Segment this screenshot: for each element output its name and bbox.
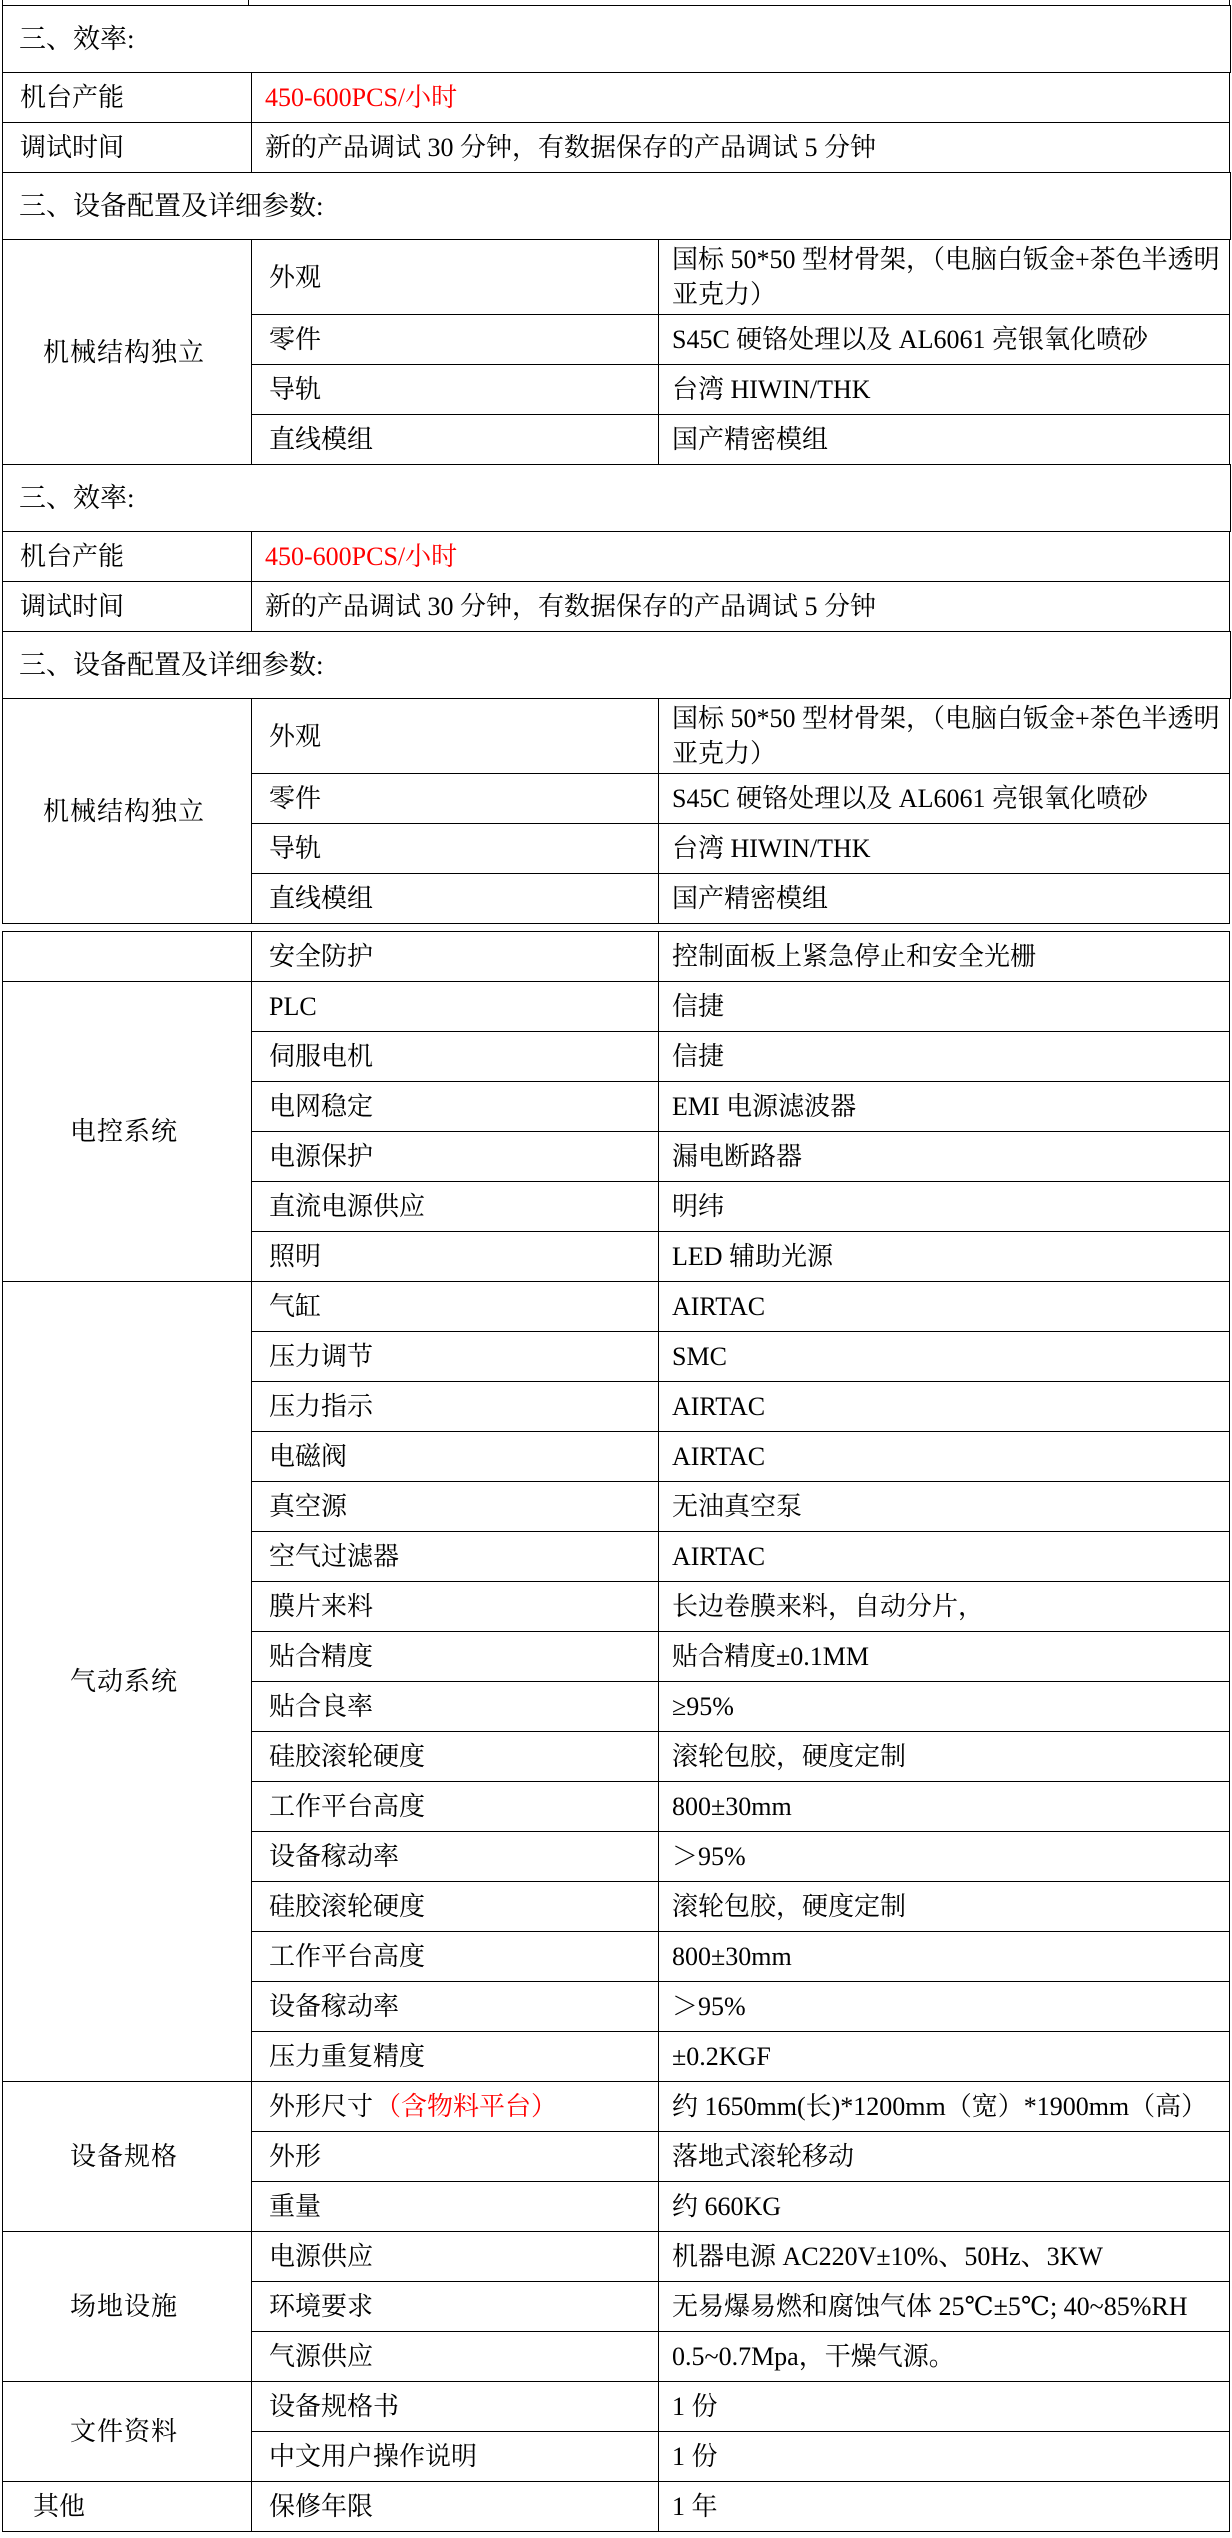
row-label-cell	[252, 932, 659, 982]
row-value-cell	[659, 1132, 1230, 1182]
spec-table-3col	[2, 2381, 1230, 2482]
row-value: 控制面板上紧急停止和安全光栅	[672, 942, 1037, 972]
row-value-cell	[252, 73, 1230, 123]
row-label-cell	[3, 582, 252, 632]
spec-table-3col	[2, 2481, 1230, 2532]
row-label: 设备规格书	[269, 2392, 400, 2422]
row-label-cell	[252, 1682, 659, 1732]
row-value-cell	[659, 1482, 1230, 1532]
row-label-cell	[252, 1232, 659, 1282]
group-label-cell	[3, 699, 252, 924]
row-value-cell	[659, 1282, 1230, 1332]
group-label: 设备规格	[69, 2142, 178, 2172]
section-heading-text: 三、效率:	[19, 23, 135, 54]
row-value-cell	[659, 2382, 1230, 2432]
row-value-cell	[659, 1932, 1230, 1982]
row-value: 长边卷膜来料，自动分片，	[672, 1592, 985, 1622]
group-label: 其他	[33, 2492, 86, 2522]
table-row	[3, 982, 1230, 1032]
group-label-cell	[3, 2482, 252, 2532]
row-value: 无易爆易燃和腐蚀气体 25℃±5℃; 40~85%RH	[672, 2292, 1188, 2322]
spec-table-3col	[2, 981, 1230, 1282]
row-label: 导轨	[269, 375, 322, 405]
section-heading-text: 三、设备配置及详细参数:	[19, 649, 324, 680]
row-value: 台湾 HIWIN/THK	[672, 375, 871, 405]
row-value-cell	[659, 699, 1230, 774]
row-value-cell	[659, 1182, 1230, 1232]
row-value-cell	[659, 1782, 1230, 1832]
row-value-cell	[659, 315, 1230, 365]
row-label: 工作平台高度	[269, 1792, 426, 1822]
row-value: SMC	[672, 1342, 727, 1372]
row-label: 重量	[269, 2192, 322, 2222]
row-value: 信捷	[672, 1042, 725, 1072]
row-label: 导轨	[269, 834, 322, 864]
row-label: 电网稳定	[269, 1092, 374, 1122]
row-label: 压力指示	[269, 1392, 374, 1422]
row-value: 新的产品调试 30 分钟，有数据保存的产品调试 5 分钟	[265, 592, 877, 622]
group-label: 电控系统	[69, 1117, 178, 1147]
row-label-cell	[252, 2482, 659, 2532]
row-value-cell	[659, 1982, 1230, 2032]
row-label-cell	[252, 699, 659, 774]
row-label-cell	[252, 2332, 659, 2382]
row-value-cell	[659, 1232, 1230, 1282]
row-value-cell	[659, 1082, 1230, 1132]
row-value: 台湾 HIWIN/THK	[672, 834, 871, 864]
row-label: 气缸	[269, 1292, 322, 1322]
row-label-cell	[252, 415, 659, 465]
row-label-cell	[252, 240, 659, 315]
row-label-cell	[252, 774, 659, 824]
row-value-cell	[659, 1732, 1230, 1782]
row-value: 1 份	[672, 2442, 718, 2472]
spec-table-3col	[2, 2081, 1230, 2232]
group-label-cell	[3, 932, 252, 982]
row-label-cell	[252, 1882, 659, 1932]
row-label: 贴合良率	[269, 1692, 374, 1722]
row-label-cell	[252, 1832, 659, 1882]
row-label-cell	[252, 1082, 659, 1132]
spec-table-3col	[2, 698, 1230, 924]
row-label: 保修年限	[269, 2492, 374, 2522]
row-label: 电源保护	[269, 1142, 374, 1172]
row-label-cell	[3, 123, 252, 173]
row-value: LED 辅助光源	[672, 1242, 834, 1272]
row-label: 外形尺寸	[269, 2092, 374, 2122]
table-row	[3, 123, 1230, 173]
section-heading	[2, 464, 1231, 532]
row-label: 贴合精度	[269, 1642, 374, 1672]
row-label-cell	[252, 1782, 659, 1832]
row-value-cell	[659, 1632, 1230, 1682]
row-label: 直线模组	[269, 884, 374, 914]
row-value-cell	[659, 2282, 1230, 2332]
row-value-cell	[659, 1682, 1230, 1732]
row-label-cell	[252, 1332, 659, 1382]
row-value-cell	[659, 2232, 1230, 2282]
table-row	[3, 2232, 1230, 2282]
table-row	[3, 699, 1230, 774]
row-label: 直流电源供应	[269, 1192, 426, 1222]
row-label-cell	[252, 1182, 659, 1232]
row-label-cell	[252, 2082, 659, 2132]
row-label-cell	[252, 1732, 659, 1782]
row-value: S45C 硬铬处理以及 AL6061 亮银氧化喷砂	[672, 784, 1148, 814]
row-value: 信捷	[672, 992, 725, 1022]
row-value: 约 1650mm(长)*1200mm（宽）*1900mm（高）	[672, 2092, 1208, 2122]
group-label-cell	[3, 240, 252, 465]
section-heading-text: 三、效率:	[19, 482, 135, 513]
spec-table-2col	[2, 72, 1230, 173]
row-label-cell	[252, 1982, 659, 2032]
top-partial-row	[2, 0, 1230, 6]
row-value-cell	[659, 2132, 1230, 2182]
row-label: 外观	[269, 262, 322, 292]
spec-table-3col	[2, 239, 1230, 465]
table-row	[3, 932, 1230, 982]
row-value: 国产精密模组	[672, 425, 829, 455]
row-label: 伺服电机	[269, 1042, 374, 1072]
row-label: 硅胶滚轮硬度	[269, 1742, 426, 1772]
row-value-cell	[659, 415, 1230, 465]
group-label: 机械结构独立	[42, 337, 205, 367]
row-value-cell	[659, 1032, 1230, 1082]
row-label: 机台产能	[20, 82, 125, 112]
group-label: 文件资料	[69, 2417, 178, 2447]
table-row	[3, 2082, 1230, 2132]
row-value-cell	[659, 1432, 1230, 1482]
top-partial-row-divider	[248, 0, 249, 5]
row-label: 电磁阀	[269, 1442, 348, 1472]
row-value: 贴合精度±0.1MM	[672, 1642, 870, 1672]
row-value: ＞95%	[672, 1842, 746, 1872]
row-value: 800±30mm	[672, 1792, 792, 1822]
row-value-cell	[659, 1382, 1230, 1432]
row-value: 明纬	[672, 1192, 725, 1222]
row-value: 滚轮包胶，硬度定制	[672, 1742, 907, 1772]
row-value: S45C 硬铬处理以及 AL6061 亮银氧化喷砂	[672, 325, 1148, 355]
row-value: 450-600PCS/小时	[265, 542, 458, 572]
row-value: 800±30mm	[672, 1942, 792, 1972]
section-heading-text: 三、设备配置及详细参数:	[19, 190, 324, 221]
group-label: 场地设施	[69, 2292, 178, 2322]
section-heading	[2, 5, 1231, 73]
row-value: 约 660KG	[672, 2192, 782, 2222]
row-value: AIRTAC	[672, 1442, 766, 1472]
row-value-cell	[659, 1332, 1230, 1382]
row-label-cell	[252, 1432, 659, 1482]
row-label: 机台产能	[20, 542, 125, 572]
row-label-cell	[252, 2132, 659, 2182]
row-label-cell	[3, 73, 252, 123]
table-row	[3, 2382, 1230, 2432]
row-value-cell	[659, 774, 1230, 824]
table-row	[3, 1282, 1230, 1332]
row-label-cell	[252, 2232, 659, 2282]
row-value: 1 年	[672, 2492, 718, 2522]
section-heading	[2, 631, 1231, 699]
row-label-cell	[252, 1582, 659, 1632]
row-value: 新的产品调试 30 分钟，有数据保存的产品调试 5 分钟	[265, 132, 877, 162]
spec-table-3col	[2, 2231, 1230, 2382]
row-value-cell	[252, 532, 1230, 582]
row-label: 硅胶滚轮硬度	[269, 1892, 426, 1922]
row-value: EMI 电源滤波器	[672, 1092, 857, 1122]
row-value: 滚轮包胶，硬度定制	[672, 1892, 907, 1922]
row-value-cell	[659, 932, 1230, 982]
row-label: 设备稼动率	[269, 1842, 400, 1872]
row-label-cell	[252, 2382, 659, 2432]
section-heading	[2, 172, 1231, 240]
row-value: ＞95%	[672, 1992, 746, 2022]
row-label: 真空源	[269, 1492, 348, 1522]
row-label: 零件	[269, 325, 322, 355]
row-label: 空气过滤器	[269, 1542, 400, 1572]
row-value-cell	[659, 2182, 1230, 2232]
row-label-cell	[252, 2032, 659, 2082]
row-value: 0.5~0.7Mpa，干燥气源。	[672, 2342, 955, 2372]
row-value: AIRTAC	[672, 1292, 766, 1322]
row-value-cell	[659, 982, 1230, 1032]
group-label: 气动系统	[69, 1667, 178, 1697]
row-value-cell	[252, 582, 1230, 632]
row-label-cell	[252, 874, 659, 924]
row-value-cell	[659, 1882, 1230, 1932]
group-label-cell	[3, 2082, 252, 2232]
row-label: PLC	[269, 992, 317, 1022]
row-label-cell	[252, 1482, 659, 1532]
row-value-cell	[659, 365, 1230, 415]
row-label-cell	[252, 1382, 659, 1432]
row-label: 工作平台高度	[269, 1942, 426, 1972]
row-label-cell	[252, 315, 659, 365]
row-label: 压力重复精度	[269, 2042, 426, 2072]
row-value: 机器电源 AC220V±10%、50Hz、3KW	[672, 2242, 1103, 2272]
row-value: 无油真空泵	[672, 1492, 803, 1522]
row-label: 中文用户操作说明	[269, 2442, 478, 2472]
row-label: 电源供应	[269, 2242, 374, 2272]
group-label: 机械结构独立	[42, 796, 205, 826]
row-label-cell	[252, 1032, 659, 1082]
row-label-cell	[252, 2432, 659, 2482]
table-row	[3, 582, 1230, 632]
row-value-cell	[659, 2432, 1230, 2482]
row-value: AIRTAC	[672, 1392, 766, 1422]
spec-table-3col	[2, 931, 1230, 982]
row-value-cell	[659, 2482, 1230, 2532]
table-row	[3, 532, 1230, 582]
group-label-cell	[3, 982, 252, 1282]
row-label: 设备稼动率	[269, 1992, 400, 2022]
row-label-cell	[252, 982, 659, 1032]
row-value: 1 份	[672, 2392, 718, 2422]
row-label-cell	[252, 1632, 659, 1682]
row-label-cell	[252, 2182, 659, 2232]
row-value-cell	[659, 824, 1230, 874]
row-value: 450-600PCS/小时	[265, 82, 458, 112]
row-value: ±0.2KGF	[672, 2042, 771, 2072]
group-label-cell	[3, 2232, 252, 2382]
row-value-cell	[659, 2032, 1230, 2082]
row-value: 落地式滚轮移动	[672, 2142, 855, 2172]
row-label-cell	[252, 1132, 659, 1182]
row-label-cell	[252, 1932, 659, 1982]
row-value-cell	[659, 240, 1230, 315]
row-label-cell	[252, 824, 659, 874]
row-label-cell	[252, 2282, 659, 2332]
spec-table-2col	[2, 531, 1230, 632]
row-label: 外观	[269, 721, 322, 751]
row-label-cell	[3, 532, 252, 582]
row-label-cell	[252, 365, 659, 415]
row-label: 环境要求	[269, 2292, 374, 2322]
row-value: AIRTAC	[672, 1542, 766, 1572]
table-row	[3, 73, 1230, 123]
row-label: 外形	[269, 2142, 322, 2172]
row-label: 安全防护	[269, 942, 374, 972]
row-label-cell	[252, 1282, 659, 1332]
row-label: 直线模组	[269, 425, 374, 455]
row-label: 调试时间	[20, 592, 125, 622]
row-value: 国标 50*50 型材骨架，（电脑白钣金+茶色半透明亚克力）	[672, 245, 1220, 310]
row-label: 压力调节	[269, 1342, 374, 1372]
row-label: 气源供应	[269, 2342, 374, 2372]
row-label-suffix: （含物料平台）	[375, 2092, 558, 2122]
row-value-cell	[659, 1532, 1230, 1582]
row-value: 漏电断路器	[672, 1142, 803, 1172]
row-label: 零件	[269, 784, 322, 814]
group-label-cell	[3, 2382, 252, 2482]
row-value: 国标 50*50 型材骨架，（电脑白钣金+茶色半透明亚克力）	[672, 704, 1220, 769]
group-label-cell	[3, 1282, 252, 2082]
table-row	[3, 240, 1230, 315]
row-label: 膜片来料	[269, 1592, 374, 1622]
row-label: 照明	[269, 1242, 322, 1272]
row-value-cell	[659, 874, 1230, 924]
row-value-cell	[659, 1832, 1230, 1882]
row-value-cell	[252, 123, 1230, 173]
table-row	[3, 2482, 1230, 2532]
spec-table-3col	[2, 1281, 1230, 2082]
row-label-cell	[252, 1532, 659, 1582]
row-value: ≥95%	[672, 1692, 734, 1722]
row-value: 国产精密模组	[672, 884, 829, 914]
row-label: 调试时间	[20, 132, 125, 162]
row-value-cell	[659, 1582, 1230, 1632]
row-value-cell	[659, 2082, 1230, 2132]
row-value-cell	[659, 2332, 1230, 2382]
